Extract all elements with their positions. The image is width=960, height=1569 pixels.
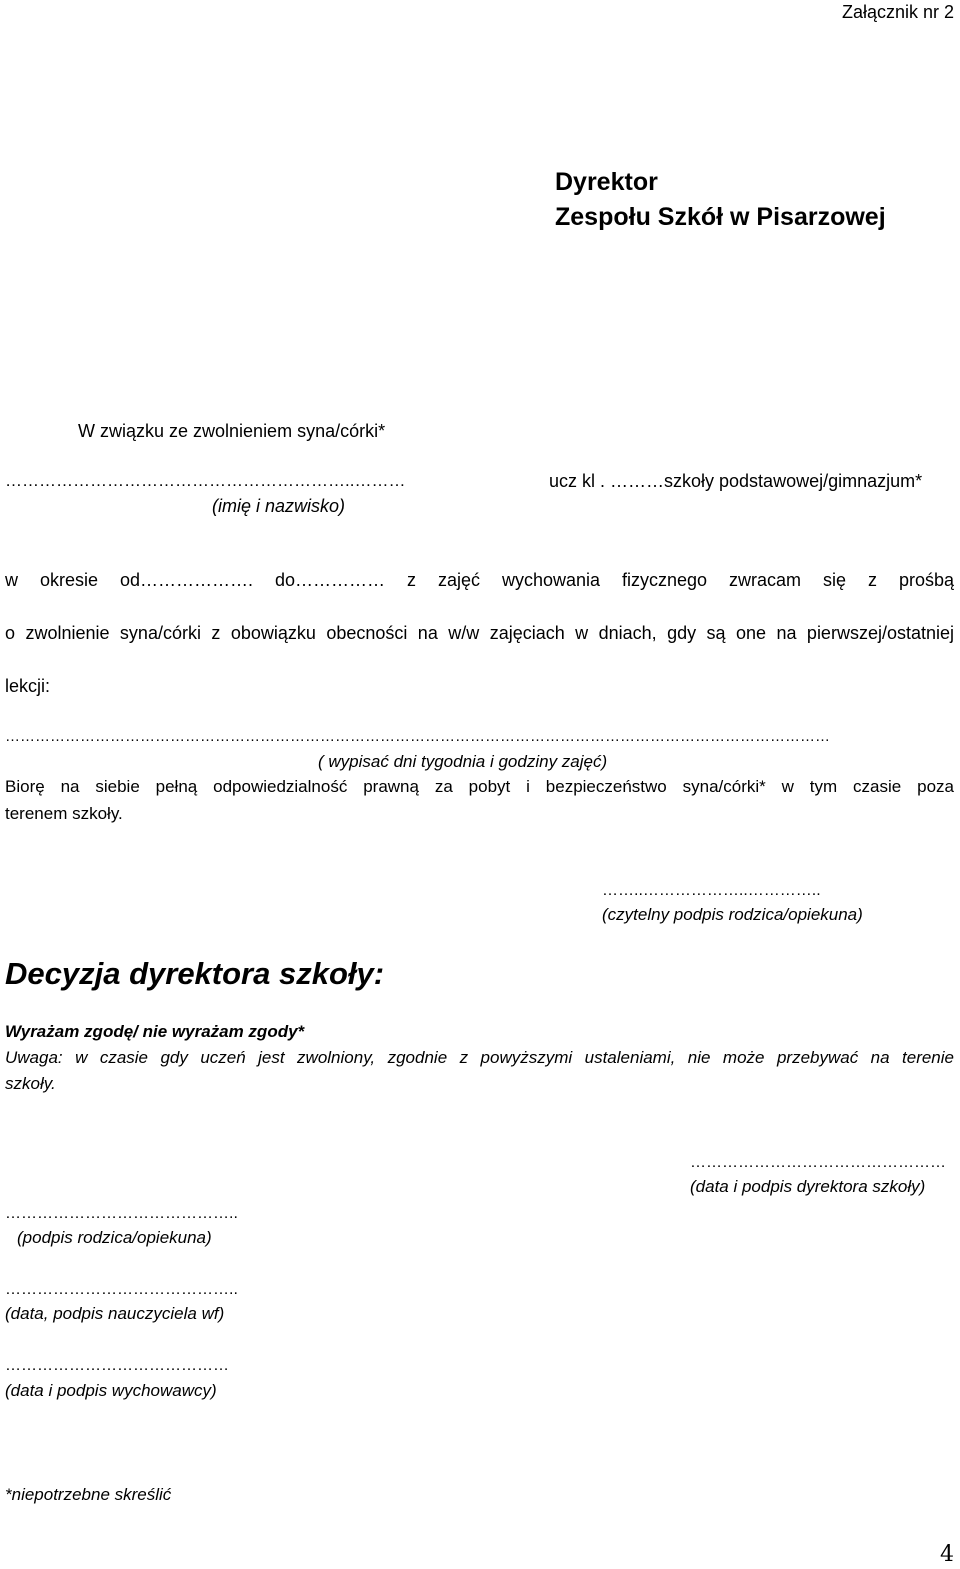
lessons-caption: ( wypisać dni tygodnia i godziny zajęć)	[318, 752, 608, 771]
decision-heading: Decyzja dyrektora szkoły:	[5, 956, 385, 991]
note-line: Uwaga: w czasie gdy uczeń jest zwolniony, zgodnie z powyższymi ustaleniami, nie może przebywać na terenie	[5, 1048, 954, 1067]
intro-text: W związku ze zwolnieniem syna/córki*	[78, 421, 386, 441]
tutor-signature-field: ……………………………………	[5, 1357, 229, 1374]
parent-signature2-field: ……………………………………..	[5, 1205, 238, 1222]
student-name-field: ……………………………………………………..………	[5, 471, 406, 490]
director-signature-caption: (data i podpis dyrektora szkoły)	[690, 1177, 926, 1196]
addressee-title: Dyrektor	[555, 168, 658, 196]
page-number: 4	[940, 1542, 954, 1567]
parent-signature-caption: (czytelny podpis rodzica/opiekuna)	[602, 905, 863, 924]
student-class-text: ucz kl . ………szkoły podstawowej/gimnazjum*	[549, 471, 923, 491]
teacher-signature-caption: (data, podpis nauczyciela wf)	[5, 1304, 225, 1323]
note-line-end: szkoły.	[5, 1074, 56, 1093]
lessons-label: lekcji:	[5, 676, 51, 696]
footnote: *niepotrzebne skreślić	[5, 1485, 172, 1504]
lessons-field: …………………………………………………………………………………………………………………………………………………	[5, 728, 830, 745]
attachment-label: Załącznik nr 2	[841, 2, 954, 22]
period-line: w okresie od………………. do…………… z zajęć wychowania fizycznego zwracam się z prośbą	[5, 570, 954, 590]
tutor-signature-caption: (data i podpis wychowawcy)	[5, 1381, 217, 1400]
exemption-line: o zwolnienie syna/córki z obowiązku obecności na w/w zajęciach w dniach, gdy są one na pierwszej/ostatniej	[5, 623, 954, 643]
responsibility-line-end: terenem szkoły.	[5, 804, 123, 823]
teacher-signature-field: ……………………………………..	[5, 1281, 238, 1298]
parent-signature-field: ……..………………..…………..	[602, 882, 821, 899]
addressee-school: Zespołu Szkół w Pisarzowej	[555, 203, 886, 231]
parent-signature2-caption: (podpis rodzica/opiekuna)	[17, 1228, 212, 1247]
responsibility-line: Biorę na siebie pełną odpowiedzialność prawną za pobyt i bezpieczeństwo syna/córki* w tym czasie poza	[5, 777, 954, 796]
student-name-caption: (imię i nazwisko)	[212, 496, 346, 516]
consent-text: Wyrażam zgodę/ nie wyrażam zgody*	[5, 1022, 305, 1041]
director-signature-field: …………………………………………	[690, 1154, 946, 1171]
